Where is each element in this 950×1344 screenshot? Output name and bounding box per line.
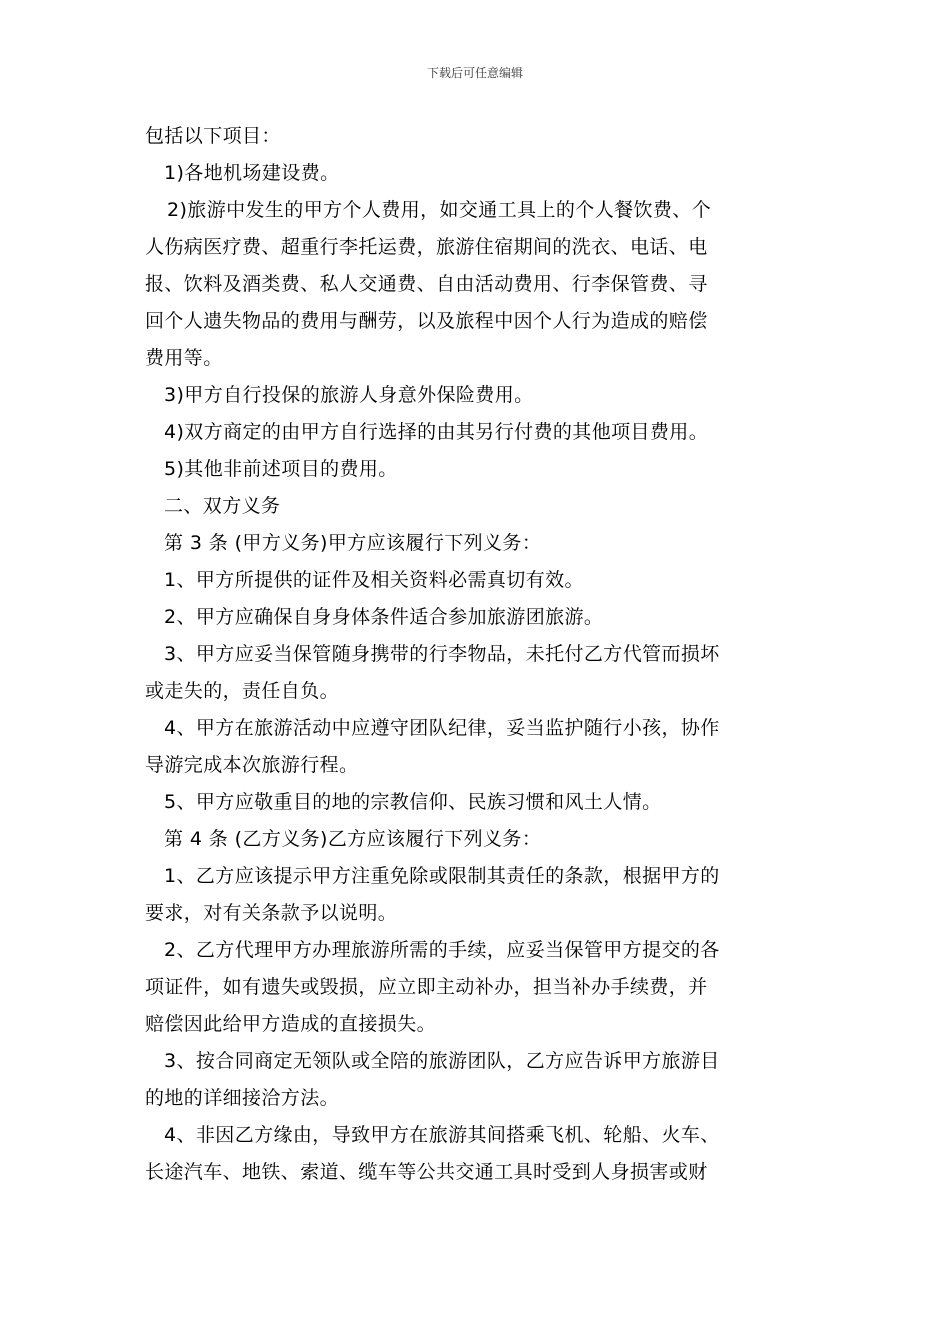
text-line: 3、甲方应妥当保管随身携带的行李物品，未托付乙方代管而损坏 [164,643,720,665]
text-line: 1、乙方应该提示甲方注重免除或限制其责任的条款，根据甲方的 [164,865,720,887]
text-line: 4、非因乙方缘由，导致甲方在旅游其间搭乘飞机、轮船、火车、 [164,1124,720,1146]
document-body [145,118,810,1191]
text-line: 导游完成本次旅游行程。 [145,754,359,776]
text-line: 回个人遗失物品的费用与酬劳，以及旅程中因个人行为造成的赔偿 [145,310,708,332]
text-line: 长途汽车、地铁、索道、缆车等公共交通工具时受到人身损害或财 [145,1161,708,1183]
text-line: 的地的详细接洽方法。 [145,1087,340,1109]
text-line: 2)旅游中发生的甲方个人费用，如交通工具上的个人餐饮费、个 [167,199,712,221]
article-heading: 第 3 条 (甲方义务)甲方应该履行下列义务： [164,532,542,554]
text-line: 或走失的，责任自负。 [145,680,340,702]
text-line: 报、饮料及酒类费、私人交通费、自由活动费用、行李保管费、寻 [145,273,708,295]
text-line: 4、甲方在旅游活动中应遵守团队纪律，妥当监护随行小孩，协作 [164,717,720,739]
text-line: 2、乙方代理甲方办理旅游所需的手续，应妥当保管甲方提交的各 [164,939,720,961]
text-line: 赔偿因此给甲方造成的直接损失。 [145,1013,437,1035]
text-line: 费用等。 [145,347,223,369]
text-line: 人伤病医疗费、超重行李托运费，旅游住宿期间的洗衣、电话、电 [145,236,708,258]
text-line: 2、甲方应确保自身身体条件适合参加旅游团旅游。 [164,606,604,628]
text-line: 1、甲方所提供的证件及相关资料必需真切有效。 [164,569,584,591]
section-heading: 二、双方义务 [164,495,281,517]
text-line: 包括以下项目： [145,125,281,147]
text-line: 4)双方商定的由甲方自行选择的由其另行付费的其他项目费用。 [164,421,709,443]
text-line: 3)甲方自行投保的旅游人身意外保险费用。 [164,384,534,406]
article-heading: 第 4 条 (乙方义务)乙方应该履行下列义务： [164,828,542,850]
text-line: 1)各地机场建设费。 [164,162,340,184]
text-line: 3、按合同商定无领队或全陪的旅游团队，乙方应告诉甲方旅游目 [164,1050,720,1072]
text-line: 要求，对有关条款予以说明。 [145,902,398,924]
text-line: 项证件，如有遗失或毁损，应立即主动补办，担当补办手续费，并 [145,976,708,998]
text-line: 5、甲方应敬重目的地的宗教信仰、民族习惯和风土人情。 [164,791,662,813]
page-header: 下载后可任意编辑 [426,66,523,80]
text-line: 5)其他非前述项目的费用。 [164,458,398,480]
